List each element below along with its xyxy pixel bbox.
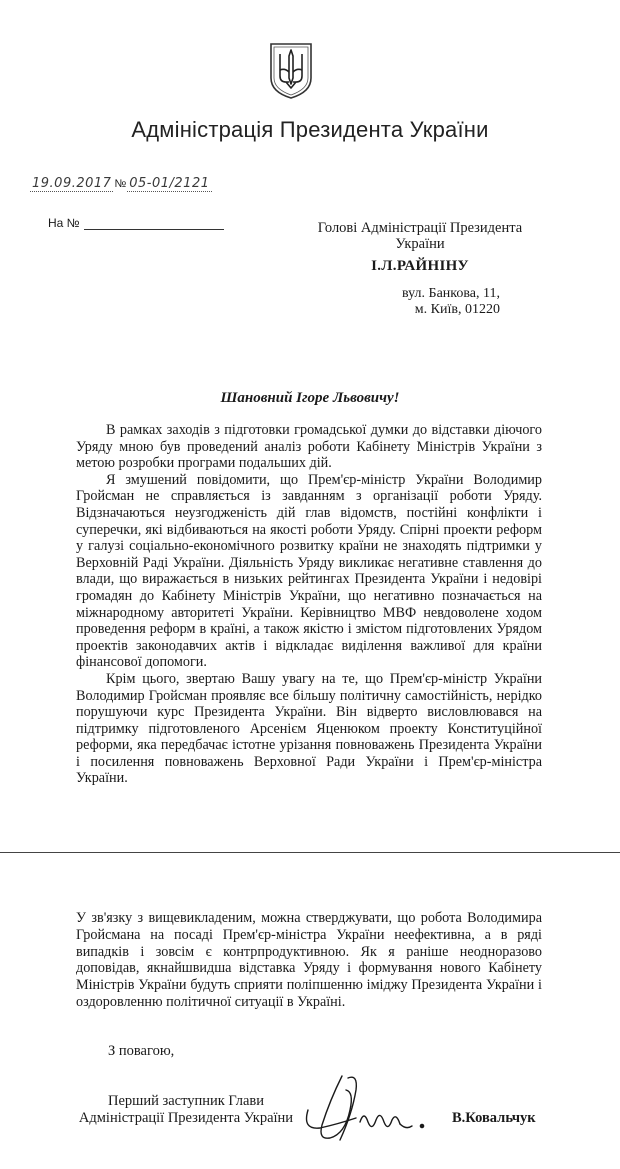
page-break-divider	[0, 852, 620, 856]
continuation-paragraph: У зв'язку з вищевикладеним, можна стверджувати, що робота Володимира Гройсмана на посаді Прем'єр-міністра України неефективна, а в ряді випадків і зовсім є контрпродуктивною. Як я раніше неодноразово доповідав, якнайшвидша відставка Уряду і формування нового Кабінету Міністрів України будуть сприяти поліпшенню іміджу Президента України і оздоровленню політичної ситуації в Україні.	[76, 910, 542, 1010]
closing: З повагою,	[108, 1043, 175, 1059]
paragraph-1: В рамках заходів з підготовки громадської думки до відставки діючого Уряду мною був проведений аналіз роботи Кабінету Міністрів України з метою розробки програми подальших дій.	[76, 422, 542, 472]
reference-blank	[84, 219, 224, 230]
letter-body	[76, 422, 542, 787]
registration-date: 19.09.2017	[32, 176, 112, 191]
ukraine-trident-emblem-icon	[266, 40, 316, 100]
signatory-name: В.Ковальчук	[452, 1110, 536, 1126]
page-title: Адміністрація Президента України	[131, 117, 489, 142]
registration-number: 05-01/2121	[129, 176, 210, 191]
addressee-line1: Голові Адміністрації Президента	[317, 220, 523, 236]
paragraph-2: Я змушений повідомити, що Прем'єр-міністр України Володимир Гройсман не справляється із завданням з організації роботи Уряду. Відзначаються неузгодженість дій глав відомств, постійні конфлікти і суперечки, які відбиваються на якості роботи Уряду. Спірні проекти реформ у галузі соціально-економічного розвитку країни не знаходять підтримки у Верховній Раді України. Діяльність Уряду викликає негативне ставлення до влади, що виражається в низьких рейтингах Президента України і недовірі громадян до Кабінету Міністрів України, що негативно позначається на міжнародному авторитеті України. Керівництво МВФ невдоволене ходом проведення реформ в країні, а також якістю і змістом підготовлених Урядом проектів законодавчих актів і відкладає виділення важливої для країни фінансової допомоги.	[76, 471, 542, 671]
addressee-block	[290, 220, 550, 252]
handwritten-signature	[300, 1070, 440, 1155]
addressee-line2: України	[395, 236, 445, 252]
position-line2: Адміністрації Президента України	[78, 1110, 294, 1126]
reference-line	[48, 216, 224, 230]
letter-continuation	[76, 910, 542, 1011]
address-street: вул. Банкова, 11,	[402, 286, 500, 301]
addressee-address	[360, 286, 500, 318]
addressee-name: І.Л.РАЙНІНУ	[371, 258, 469, 274]
paragraph-3: Крім цього, звертаю Вашу увагу на те, що Прем'єр-міністр України Володимир Гройсман проявляє все більшу політичну самостійність, нерідко порушуючи курс Президента України. Він відверто висловлювався на підтримку підготовленого Арсенієм Яценюком проекту Конституційної реформи, яка передбачає істотне урізання повноважень Президента України і посилення повноважень Верховної Ради України і Прем'єр-міністра України.	[76, 670, 542, 787]
number-sign: №	[114, 178, 127, 190]
signatory-position	[76, 1093, 296, 1127]
salutation: Шановний Ігоре Львовичу!	[220, 390, 400, 406]
address-city: м. Київ, 01220	[414, 302, 500, 317]
position-line1: Перший заступник Глави	[108, 1093, 264, 1109]
reference-label: На №	[48, 216, 80, 230]
registration-line	[30, 176, 290, 192]
